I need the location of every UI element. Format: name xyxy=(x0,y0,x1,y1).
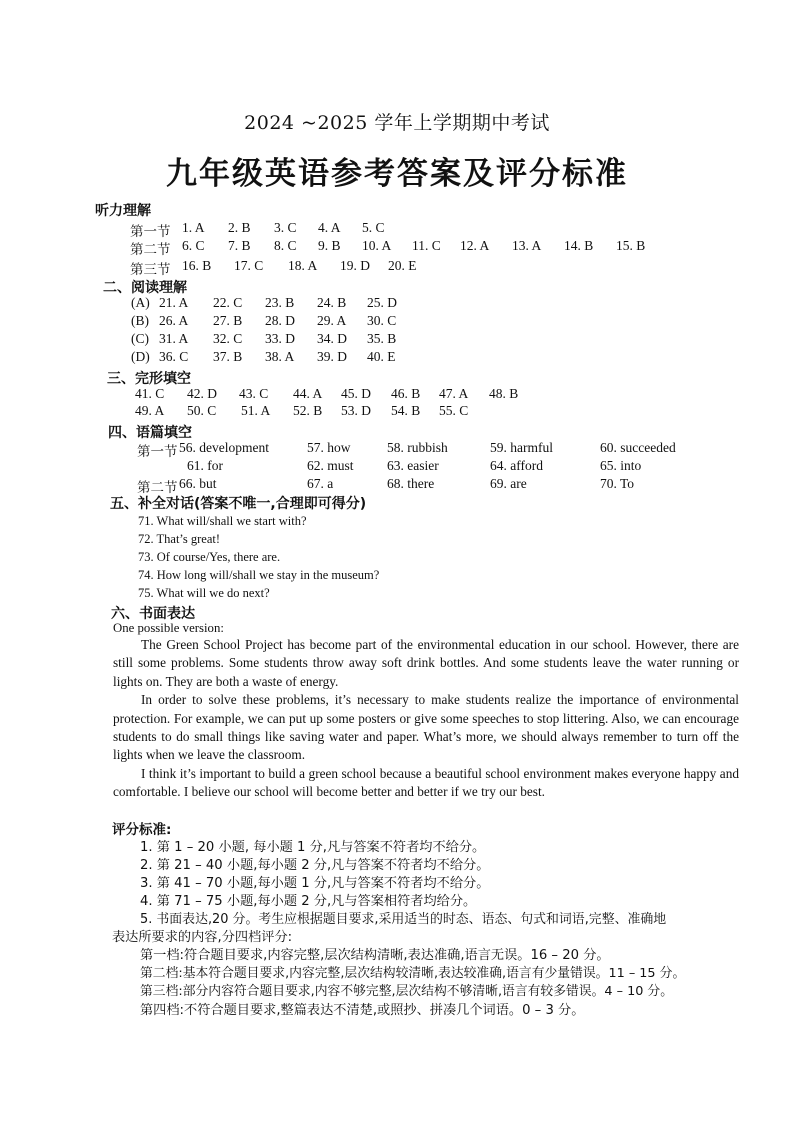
row-label: (B) xyxy=(131,313,149,328)
scoring-level: 第一档:符合题目要求,内容完整,层次结构清晰,表达准确,语言无误。16 – 20 分。 xyxy=(140,948,610,963)
answer-item: 25. D xyxy=(367,295,397,310)
scoring-level: 第三档:部分内容符合题目要求,内容不够完整,层次结构不够清晰,语言有较多错误。4 – 10 分。 xyxy=(140,984,674,999)
answer-item: 52. B xyxy=(293,403,323,418)
scoring-rule: 1. 第 1 – 20 小题, 每小题 1 分,凡与答案不符者均不给分。 xyxy=(140,840,486,855)
answer-item: 2. B xyxy=(228,220,251,235)
answer-item: 48. B xyxy=(489,386,519,401)
answer-item: 23. B xyxy=(265,295,295,310)
answer-item: 45. D xyxy=(341,386,371,401)
row-label: (A) xyxy=(131,295,150,310)
scoring-rule: 4. 第 71 – 75 小题,每小题 2 分,凡与答案相符者均给分。 xyxy=(140,894,477,909)
scoring-rule: 5. 书面表达,20 分。考生应根据题目要求,采用适当的时态、语态、句式和词语,完整、准确地 xyxy=(140,912,667,927)
answer-item: 39. D xyxy=(317,349,347,364)
listening-heading: 听力理解 xyxy=(95,203,151,219)
answer-item: 65. into xyxy=(600,458,642,473)
answer-item: 37. B xyxy=(213,349,243,364)
answer-item: 18. A xyxy=(288,258,318,273)
answer-item: 29. A xyxy=(317,313,347,328)
scoring-level: 第二档:基本符合题目要求,内容完整,层次结构较清晰,表达较准确,语言有少量错误。11 – 15 分。 xyxy=(140,966,686,981)
answer-item: 35. B xyxy=(367,331,397,346)
dialogue-line: 71. What will/shall we start with? xyxy=(138,514,307,528)
scoring-rule: 2. 第 21 – 40 小题,每小题 2 分,凡与答案不符者均不给分。 xyxy=(140,858,490,873)
answer-item: 8. C xyxy=(274,238,297,253)
row-label: 第一节 xyxy=(137,444,178,460)
answer-item: 42. D xyxy=(187,386,217,401)
listening-row-1 xyxy=(130,220,730,240)
answer-item: 64. afford xyxy=(490,458,543,473)
gapfill-row-2 xyxy=(137,458,737,478)
reading-row-c xyxy=(131,331,531,351)
answer-item: 15. B xyxy=(616,238,646,253)
scoring-heading: 评分标准: xyxy=(112,822,172,838)
answer-item: 54. B xyxy=(391,403,421,418)
answer-item: 3. C xyxy=(274,220,297,235)
reading-row-d xyxy=(131,349,531,369)
answer-item: 6. C xyxy=(182,238,205,253)
reading-heading: 二、阅读理解 xyxy=(103,280,187,296)
row-label: 第二节 xyxy=(130,242,171,258)
answer-item: 70. To xyxy=(600,476,635,491)
listening-row-2 xyxy=(130,238,730,258)
answer-item: 62. must xyxy=(307,458,354,473)
answer-item: 49. A xyxy=(135,403,165,418)
answer-item: 43. C xyxy=(239,386,269,401)
essay-paragraph: The Green School Project has become part of the environmental education in our school. However, there are still some problems. Some students throw away soft drink bottles. And some students leave the water running or lights on. They are both a waste of energy. xyxy=(113,637,739,689)
writing-intro: One possible version: xyxy=(113,621,224,635)
cloze-heading: 三、完形填空 xyxy=(107,371,191,387)
listening-row-3 xyxy=(130,258,730,278)
gapfill-row-1 xyxy=(137,440,737,460)
answer-item: 57. how xyxy=(307,440,351,455)
answer-item: 66. but xyxy=(179,476,217,491)
answer-item: 46. B xyxy=(391,386,421,401)
answer-item: 53. D xyxy=(341,403,371,418)
answer-item: 30. C xyxy=(367,313,397,328)
writing-heading: 六、书面表达 xyxy=(111,606,195,622)
answer-item: 10. A xyxy=(362,238,392,253)
scoring-rule: 3. 第 41 – 70 小题,每小题 1 分,凡与答案不符者均不给分。 xyxy=(140,876,490,891)
answer-item: 51. A xyxy=(241,403,271,418)
answer-item: 44. A xyxy=(293,386,323,401)
answer-item: 17. C xyxy=(234,258,264,273)
essay-paragraph: In order to solve these problems, it’s necessary to make students realize the importance of environmental protection. For example, we can put up some posters or give some speeches to stop littering. Also, we can encourage students to do small things like saving water and paper. What’s more, we should always remember to turn off the lights when we leave the classroom. xyxy=(113,692,739,763)
answer-item: 69. are xyxy=(490,476,527,491)
answer-item: 56. development xyxy=(179,440,269,455)
answer-item: 5. C xyxy=(362,220,385,235)
dialogue-line: 72. That’s great! xyxy=(138,532,221,546)
answer-item: 1. A xyxy=(182,220,205,235)
row-label: 第三节 xyxy=(130,262,171,278)
answer-item: 68. there xyxy=(387,476,435,491)
answer-item: 27. B xyxy=(213,313,243,328)
answer-item: 33. D xyxy=(265,331,295,346)
answer-item: 36. C xyxy=(159,349,189,364)
dialogue-line: 75. What will we do next? xyxy=(138,586,270,600)
answer-item: 41. C xyxy=(135,386,165,401)
scoring-level: 第四档:不符合题目要求,整篇表达不清楚,或照抄、拼凑几个词语。0 – 3 分。 xyxy=(140,1003,585,1018)
answer-item: 55. C xyxy=(439,403,469,418)
model-essay xyxy=(113,636,739,802)
answer-item: 13. A xyxy=(512,238,542,253)
answer-item: 24. B xyxy=(317,295,347,310)
answer-item: 61. for xyxy=(187,458,223,473)
answer-item: 60. succeeded xyxy=(600,440,676,455)
reading-row-b xyxy=(131,313,531,333)
reading-row-a xyxy=(131,295,531,315)
dialogue-line: 73. Of course/Yes, there are. xyxy=(138,550,281,564)
row-label: (D) xyxy=(131,349,150,364)
answer-item: 19. D xyxy=(340,258,370,273)
answer-item: 67. a xyxy=(307,476,334,491)
answer-item: 63. easier xyxy=(387,458,439,473)
answer-item: 50. C xyxy=(187,403,217,418)
answer-item: 47. A xyxy=(439,386,469,401)
answer-item: 7. B xyxy=(228,238,251,253)
answer-item: 31. A xyxy=(159,331,189,346)
answer-item: 58. rubbish xyxy=(387,440,448,455)
gapfill-heading: 四、语篇填空 xyxy=(108,425,192,441)
answer-item: 22. C xyxy=(213,295,243,310)
answer-item: 40. E xyxy=(367,349,396,364)
dialogue-heading: 五、补全对话(答案不唯一,合理即可得分) xyxy=(110,496,367,512)
cloze-row-2 xyxy=(135,403,635,423)
answer-item: 32. C xyxy=(213,331,243,346)
answer-item: 38. A xyxy=(265,349,295,364)
row-label: 第二节 xyxy=(137,480,178,496)
answer-item: 59. harmful xyxy=(490,440,553,455)
answer-item: 21. A xyxy=(159,295,189,310)
answer-item: 14. B xyxy=(564,238,594,253)
answer-item: 20. E xyxy=(388,258,417,273)
dialogue-line: 74. How long will/shall we stay in the museum? xyxy=(138,568,380,582)
row-label: 第一节 xyxy=(130,224,171,240)
row-label: (C) xyxy=(131,331,149,346)
answer-item: 28. D xyxy=(265,313,295,328)
answer-item: 26. A xyxy=(159,313,189,328)
answer-item: 4. A xyxy=(318,220,341,235)
answer-item: 16. B xyxy=(182,258,212,273)
scoring-rule: 表达所要求的内容,分四档评分: xyxy=(112,930,293,945)
essay-paragraph: I think it’s important to build a green school because a beautiful school environment makes everyone happy and comfortable. I believe our school will become better and better if we try our best. xyxy=(113,765,739,800)
answer-item: 34. D xyxy=(317,331,347,346)
exam-title: 2024 ~2025 学年上学期期中考试 xyxy=(244,112,550,134)
answer-item: 9. B xyxy=(318,238,341,253)
answer-item: 11. C xyxy=(412,238,441,253)
answer-item: 12. A xyxy=(460,238,490,253)
main-title: 九年级英语参考答案及评分标准 xyxy=(166,156,628,192)
